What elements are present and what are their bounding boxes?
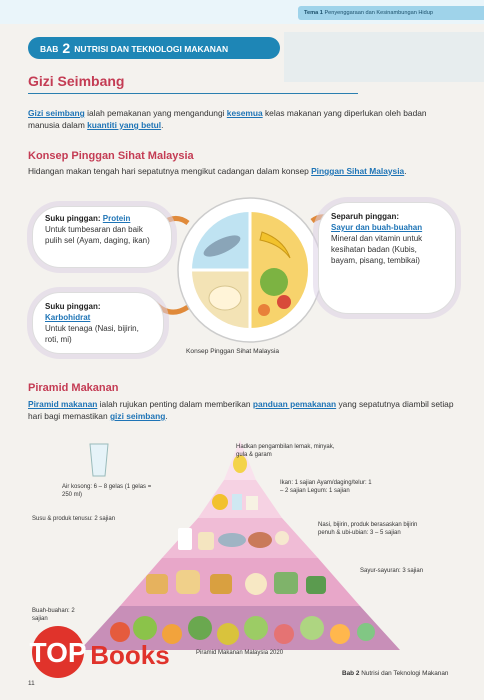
section-title: [28, 73, 358, 94]
keyword: Gizi seimbang: [28, 108, 85, 118]
protein-desc: Untuk tumbesaran dan baik pulih sel (Ayam, daging, ikan): [45, 225, 150, 245]
plate-caption: Konsep Pinggan Sihat Malaysia: [186, 348, 280, 355]
tomato-icon: [277, 295, 291, 309]
label-protein: Ikan: 1 sajian Ayam/daging/telur: 1 – 2 sajian Legum: 1 sajian: [280, 480, 372, 494]
footer-chapter-ref: Bab 2: [342, 670, 360, 677]
veg-bubble: [318, 202, 456, 314]
veg-label: Separuh pinggan:: [331, 212, 399, 221]
topbooks-watermark-logo: [12, 622, 182, 692]
text-run: ialah pemakanan yang mengandungi: [84, 108, 227, 118]
label-dairy: Susu & produk tenusu: 2 sajian: [32, 516, 116, 522]
keyword: Pinggan Sihat Malaysia: [311, 166, 405, 176]
pyramid-heading: Piramid Makanan: [28, 382, 119, 394]
theme-tag: Tema 1: [304, 10, 323, 16]
label-water: Air kosong: 6 – 8 gelas (1 gelas = 250 ml): [62, 484, 152, 498]
carrot-icon: [258, 304, 270, 316]
plate-heading: Konsep Pinggan Sihat Malaysia: [28, 150, 194, 162]
keyword: panduan pemakanan: [252, 399, 337, 409]
chapter-title: NUTRISI DAN TEKNOLOGI MAKANAN: [74, 44, 229, 54]
pyramid-caption: Piramid Makanan Malaysia 2020: [196, 650, 284, 656]
label-fats: Hadkan pengambilan lemak, minyak, gula & garam: [236, 444, 335, 458]
protein-label: Suku pinggan:: [45, 214, 101, 223]
label-veg: Sayur-sayuran: 3 sajian: [360, 568, 424, 574]
plate-intro: [28, 165, 456, 177]
carb-label: Suku pinggan:: [45, 302, 101, 311]
label-fruit: Buah-buahan: 2 sajian: [32, 608, 75, 622]
protein-name: Protein: [102, 214, 131, 223]
text-run: .: [165, 411, 168, 421]
keyword: Piramid makanan: [28, 399, 98, 409]
veg-name: Sayur dan buah-buahan: [331, 223, 423, 232]
theme-tab: [298, 6, 484, 20]
chapter-banner: [28, 37, 280, 59]
pyramid-intro: [28, 398, 456, 422]
rice-icon: [209, 286, 241, 310]
text-run: yang sepatutnya diambil setiap hari bagi memastikan: [28, 399, 454, 421]
keyword: gizi seimbang: [109, 411, 166, 421]
chapter-number: 2: [62, 40, 71, 56]
chapter-word: BAB: [40, 44, 59, 54]
logo-text-top: TOP: [29, 637, 87, 668]
theme-text: Penyenggaraan dan Kesinambungan Hidup: [324, 10, 433, 16]
protein-bubble: [32, 206, 172, 268]
keyword: kuantiti yang betul: [87, 120, 162, 130]
page-number: 11: [28, 680, 35, 687]
section-title-text: Gizi Seimbang: [28, 73, 125, 89]
text-run: .: [404, 166, 407, 176]
text-run: ialah rujukan penting dalam memberikan: [97, 399, 253, 409]
veg-desc: Mineral dan vitamin untuk kesihatan badan (Kubis, bayam, pisang, tembikai): [331, 234, 423, 265]
gizi-intro: [28, 107, 454, 131]
water-glass-icon: [88, 442, 110, 478]
text-run: kelas makanan yang diperlukan oleh badan manusia dalam: [28, 108, 427, 130]
carb-bubble: [32, 292, 164, 354]
text-run: .: [161, 120, 164, 130]
greens-icon: [260, 268, 288, 296]
label-grains: Nasi, bijirin, produk berasaskan bijirin penuh & ubi-ubian: 3 – 5 sajian: [318, 522, 418, 536]
keyword: kesemua: [226, 108, 263, 118]
footer-chapter: [342, 670, 448, 677]
text-run: Hidangan makan tengah hari sepatutnya mengikut cadangan dalam konsep: [28, 166, 312, 176]
carb-desc: Untuk tenaga (Nasi, bijirin, roti, mi): [45, 324, 139, 344]
logo-text-books: Books: [90, 640, 170, 670]
footer-chapter-title: Nutrisi dan Teknologi Makanan: [361, 670, 449, 677]
carb-name: Karbohidrat: [45, 313, 91, 322]
